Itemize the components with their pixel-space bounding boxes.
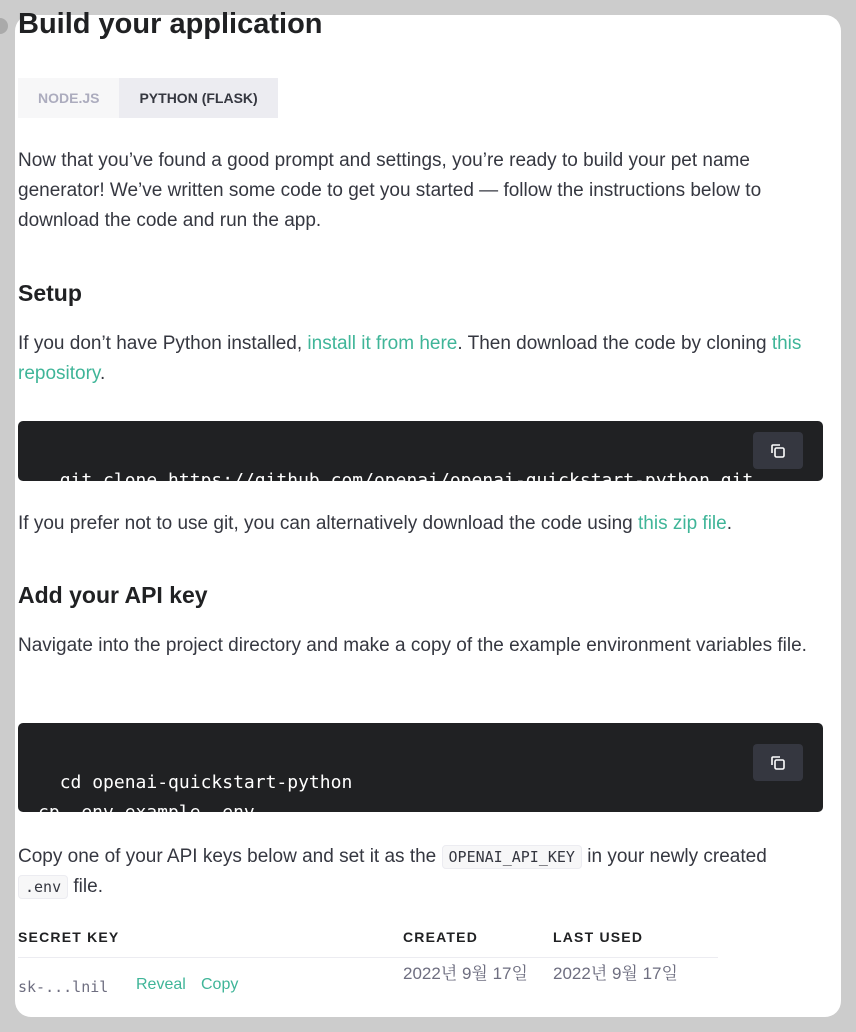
tab-python-flask[interactable]: PYTHON (FLASK) [119, 78, 277, 118]
copy-icon [769, 754, 787, 772]
copy-code-button[interactable] [753, 744, 803, 781]
text: Copy one of your API keys below and set it as the [18, 846, 442, 867]
page-title: Build your application [18, 8, 323, 40]
install-python-link[interactable]: install it from here [307, 333, 458, 354]
code-text: cd openai-quickstart-python cp .env.example .env [38, 772, 353, 823]
last-used-date: 2022년 9월 17일 [553, 964, 678, 983]
setup-heading: Setup [18, 280, 82, 306]
api-key-instructions: Navigate into the project directory and make a copy of the example environment variables file. [18, 635, 807, 656]
code-text: git clone https://github.com/openai/openai-quickstart-python.git [59, 470, 754, 491]
text: . [100, 363, 106, 384]
git-clone-code-block [18, 421, 823, 491]
copy-code-button[interactable] [753, 432, 803, 469]
text: file. [68, 876, 103, 897]
language-tabs [18, 78, 278, 118]
repository-link[interactable]: this repository [18, 333, 802, 384]
zip-alternative-text [18, 509, 828, 539]
env-var-code: OPENAI_API_KEY [442, 845, 582, 869]
intro-text: Now that you’ve found a good prompt and settings, you’re ready to build your pet name generator! We’ve written some code to get you started — follow the instructions below to download the code and run the app. [18, 150, 762, 231]
text: If you don’t have Python installed, [18, 333, 308, 354]
copy-key-text [18, 842, 808, 902]
column-header-last-used: LAST USED [553, 929, 644, 945]
copy-icon [769, 442, 787, 460]
api-key-heading: Add your API key [18, 582, 208, 608]
env-setup-code-block [18, 723, 823, 823]
table-divider [18, 957, 718, 958]
text: . Then download the code by cloning [457, 333, 772, 354]
scroll-indicator [0, 18, 8, 34]
zip-file-link[interactable]: this zip file [638, 513, 727, 534]
text: If you prefer not to use git, you can alternatively download the code using [18, 513, 638, 534]
tab-nodejs[interactable]: NODE.JS [18, 78, 119, 118]
column-header-secret-key: SECRET KEY [18, 929, 120, 945]
secret-key-value: sk-...lnil [18, 978, 109, 996]
reveal-key-link[interactable]: Reveal [136, 976, 186, 993]
setup-text [18, 329, 808, 389]
created-date: 2022년 9월 17일 [403, 964, 528, 983]
column-header-created: CREATED [403, 929, 479, 945]
text: in your newly created [581, 846, 767, 867]
text: . [726, 513, 732, 534]
copy-key-link[interactable]: Copy [201, 976, 239, 993]
env-file-code: .env [18, 875, 68, 899]
